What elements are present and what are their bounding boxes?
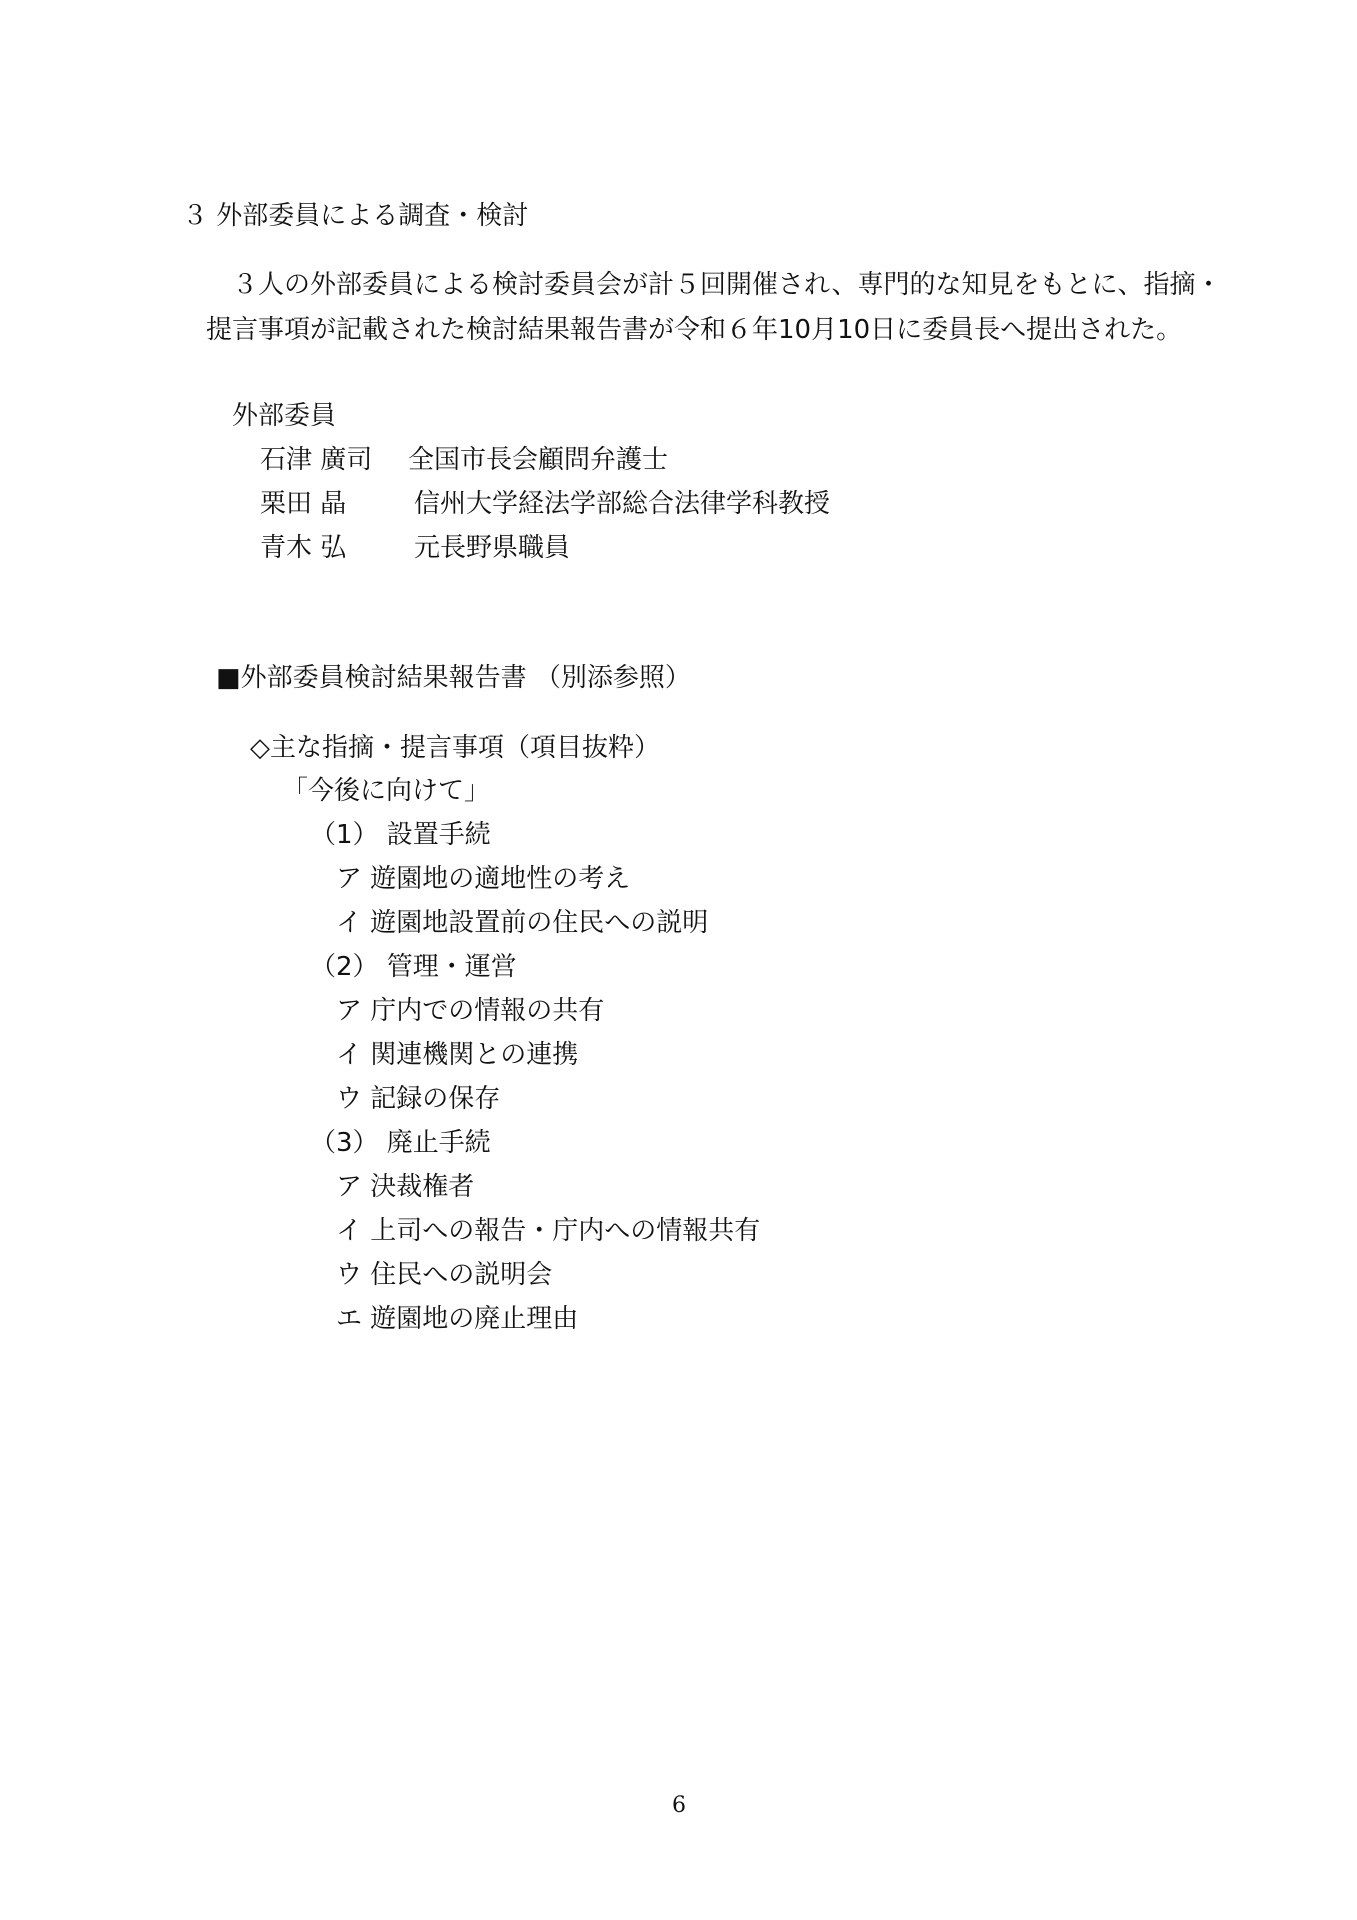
list-item: イ 関連機関との連携: [336, 1040, 579, 1070]
group-label-2: （2） 管理・運営: [310, 952, 517, 982]
list-item: ア 遊園地の適地性の考え: [336, 864, 631, 894]
member-name-3: 青木 弘: [260, 533, 347, 563]
member-title-2: 信州大学経法学部総合法律学科教授: [414, 489, 831, 519]
list-item: イ 上司への報告・庁内への情報共有: [336, 1216, 761, 1246]
list-item: ア 決裁権者: [336, 1172, 475, 1202]
member-title-3: 元長野県職員: [414, 533, 571, 563]
list-item: ア 庁内での情報の共有: [336, 996, 605, 1026]
section-heading: ３ 外部委員による調査・検討: [182, 201, 529, 231]
list-item: エ 遊園地の廃止理由: [336, 1304, 579, 1334]
paragraph-line-2: 提言事項が記載された検討結果報告書が令和６年10月10日に委員長へ提出された。: [206, 315, 1183, 345]
member-name-1: 石津 廣司: [260, 445, 373, 475]
report-subheading: ◇主な指摘・提言事項（項目抜粋）: [250, 733, 660, 763]
members-label: 外部委員: [232, 401, 337, 431]
member-name-2: 栗田 晶: [260, 489, 347, 519]
list-item: ウ 記録の保存: [336, 1084, 501, 1114]
page-number: 6: [672, 1793, 686, 1818]
list-item: ウ 住民への説明会: [336, 1260, 553, 1290]
group-label-3: （3） 廃止手続: [310, 1128, 491, 1158]
group-label-1: （1） 設置手続: [310, 820, 491, 850]
paragraph-line-1: ３人の外部委員による検討委員会が計５回開催され、専門的な知見をもとに、指摘・: [232, 270, 1222, 300]
report-quote: 「今後に向けて」: [282, 776, 491, 806]
member-title-1: 全国市長会顧問弁護士: [408, 445, 669, 475]
report-title: ■外部委員検討結果報告書 （別添参照）: [216, 663, 691, 693]
list-item: イ 遊園地設置前の住民への説明: [336, 908, 709, 938]
